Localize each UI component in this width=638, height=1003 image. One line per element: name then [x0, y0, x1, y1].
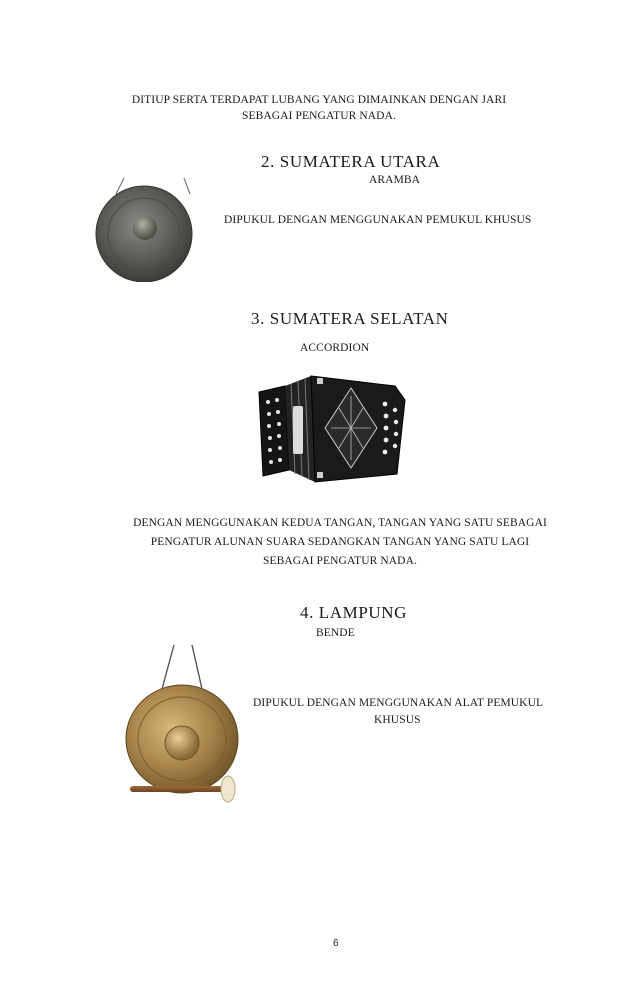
section-heading-sumatera-selatan: 3. SUMATERA SELATAN	[251, 309, 449, 328]
page-number: 6	[333, 938, 339, 949]
instrument-desc-accordion-line-1: DENGAN MENGGUNAKAN KEDUA TANGAN, TANGAN YANG SATU SEBAGAI	[133, 517, 547, 529]
instrument-desc-accordion-line-3: SEBAGAI PENGATUR NADA.	[263, 555, 417, 567]
gong-icon	[90, 178, 200, 282]
instrument-desc-accordion-line-2: PENGATUR ALUNAN SUARA SEDANGKAN TANGAN YANG SATU LAGI	[150, 536, 530, 548]
section-heading-lampung: 4. LAMPUNG	[300, 603, 408, 622]
instrument-desc-bende-line-1: DIPUKUL DENGAN MENGGUNAKAN ALAT PEMUKUL	[253, 697, 544, 709]
section-heading-sumatera-utara: 2. SUMATERA UTARA	[261, 152, 441, 171]
instrument-name-accordion: ACCORDION	[300, 342, 370, 354]
instrument-desc-bende-line-2: KHUSUS	[374, 714, 421, 726]
bronze-gong-icon	[122, 643, 247, 805]
intro-line-2: SEBAGAI PENGATUR NADA.	[242, 110, 396, 122]
instrument-desc-aramba: DIPUKUL DENGAN MENGGUNAKAN PEMUKUL KHUSUS	[224, 214, 532, 226]
accordion-icon	[255, 370, 410, 488]
instrument-name-aramba: ARAMBA	[369, 174, 421, 186]
intro-line-1: DITIUP SERTA TERDAPAT LUBANG YANG DIMAINKAN DENGAN JARI	[131, 94, 507, 106]
instrument-name-bende: BENDE	[316, 627, 355, 639]
